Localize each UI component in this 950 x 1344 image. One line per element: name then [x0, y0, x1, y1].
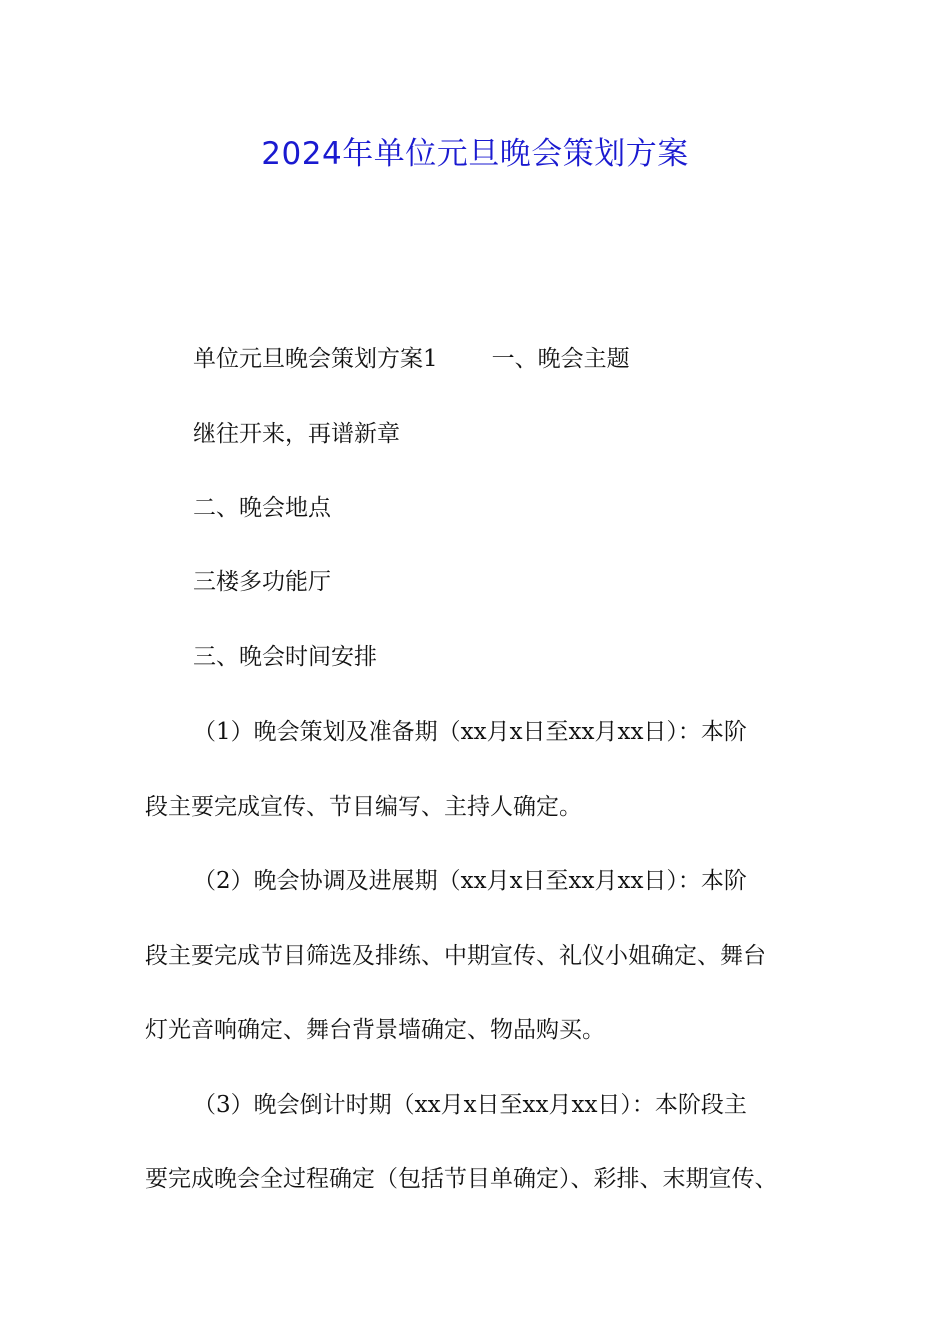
- paragraph-line: 灯光音响确定、舞台背景墙确定、物品购买。: [145, 1017, 605, 1043]
- paragraph-line: 要完成晚会全过程确定（包括节目单确定）、彩排、末期宣传、: [145, 1166, 778, 1192]
- paragraph-line: （3）晚会倒计时期（xx月x日至xx月xx日）：本阶段主: [193, 1092, 747, 1118]
- document-title: 2024年单位元旦晚会策划方案: [261, 136, 689, 172]
- plan-heading: 单位元旦晚会策划方案1: [193, 346, 438, 372]
- section-heading-venue: 二、晚会地点: [193, 495, 331, 521]
- paragraph-line: 段主要完成宣传、节目编写、主持人确定。: [145, 794, 582, 820]
- paragraph-line: [193, 344, 630, 374]
- paragraph-line: 继往开来，再谱新章: [193, 421, 400, 447]
- paragraph-line: 段主要完成节目筛选及排练、中期宣传、礼仪小姐确定、舞台: [145, 943, 766, 969]
- section-heading-schedule: 三、晚会时间安排: [193, 644, 377, 670]
- section-heading-theme: 一、晚会主题: [491, 346, 630, 372]
- paragraph-line: 三楼多功能厅: [193, 569, 331, 595]
- paragraph-line: （1）晚会策划及准备期（xx月x日至xx月xx日）：本阶: [193, 719, 747, 745]
- paragraph-line: （2）晚会协调及进展期（xx月x日至xx月xx日）：本阶: [193, 868, 747, 894]
